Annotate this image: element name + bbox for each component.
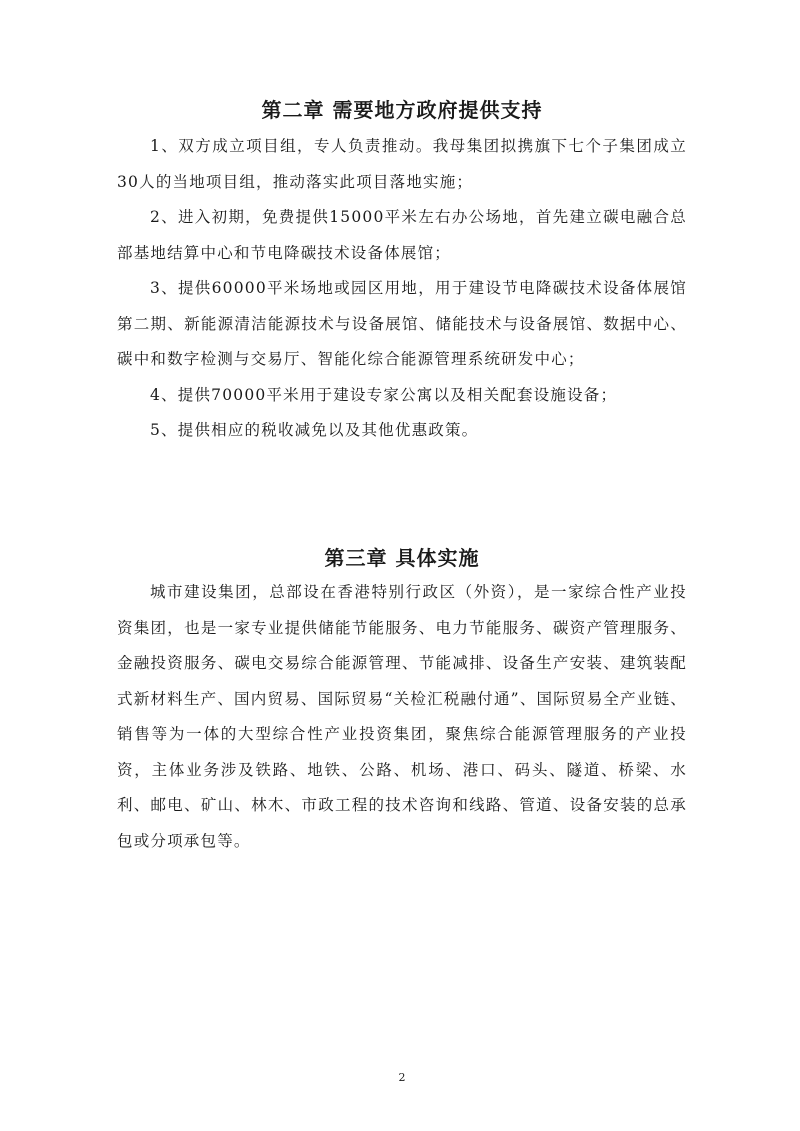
chapter-2-item-1: 1、双方成立项目组，专人负责推动。我母集团拟携旗下七个子集团成立30人的当地项目组，推动落实此项目落地实施； bbox=[117, 137, 687, 191]
chapter-2-item-5: 5、提供相应的税收减免以及其他优惠政策。 bbox=[150, 421, 479, 439]
chapter-2-item-4: 4、提供70000平米用于建设专家公寓以及相关配套设施设备； bbox=[150, 385, 618, 404]
chapter-3-title: 第三章 具体实施 bbox=[324, 546, 480, 570]
chapter-2-title: 第二章 需要地方政府提供支持 bbox=[261, 98, 543, 122]
chapter-3-body bbox=[117, 575, 687, 859]
document-page bbox=[117, 0, 687, 1131]
chapter-3-paragraph: 城市建设集团，总部设在香港特别行政区（外资），是一家综合性产业投资集团，也是一家专业提供储能节能服务、电力节能服务、碳资产管理服务、金融投资服务、碳电交易综合能源管理、节能减排、设备生产安装、建筑装配式新材料生产、国内贸易、国际贸易“关检汇税融付通”、国际贸易全产业链、销售等为一体的大型综合性产业投资集团，聚焦综合能源管理服务的产业投资，主体业务涉及铁路、地铁、公路、机场、港口、码头、隧道、桥梁、水利、邮电、矿山、林木、市政工程的技术咨询和线路、管道、设备安装的总承包或分项承包等。 bbox=[117, 583, 687, 850]
chapter-2-item-3: 3、提供60000平米场地或园区用地，用于建设节电降碳技术设备体展馆第二期、新能源清洁能源技术与设备展馆、储能技术与设备展馆、数据中心、碳中和数字检测与交易厅、智能化综合能源管理系统研发中心； bbox=[117, 279, 687, 368]
chapter-2-body bbox=[117, 129, 687, 449]
chapter-2-item-2: 2、进入初期，免费提供15000平米左右办公场地，首先建立碳电融合总部基地结算中心和节电降碳技术设备体展馆； bbox=[117, 208, 687, 262]
page-number: 2 bbox=[398, 1071, 406, 1084]
